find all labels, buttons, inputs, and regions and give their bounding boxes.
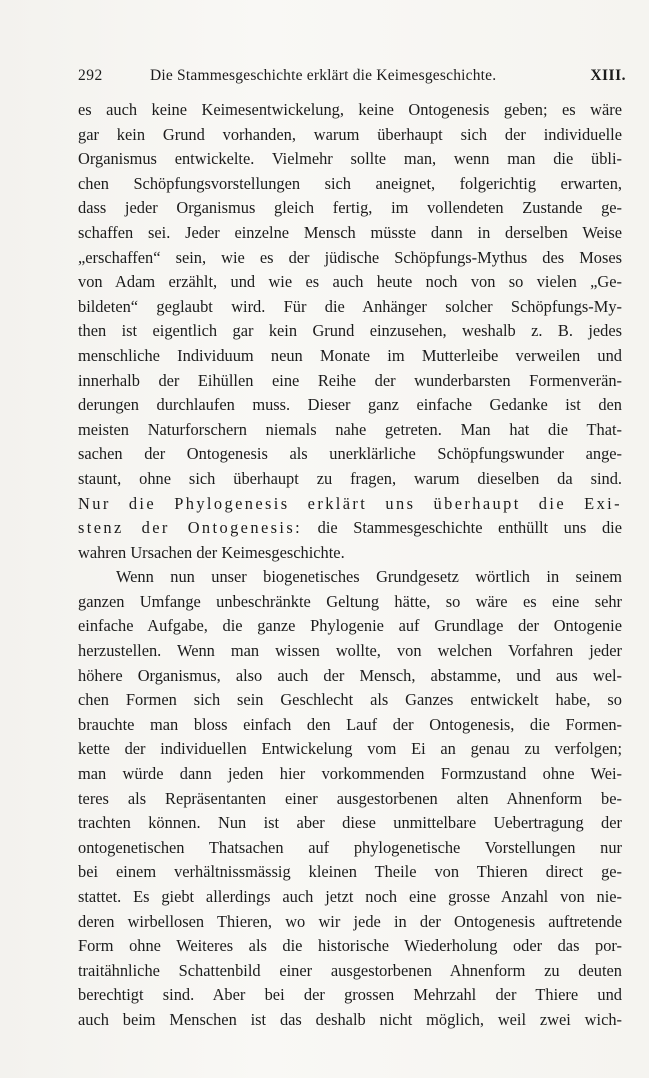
text-line: Organismus entwickelte. Vielmehr sollte man, wenn man die übli-: [78, 149, 622, 169]
running-head: [78, 64, 626, 88]
text-line: innerhalb der Eihüllen eine Reihe der wunderbarsten Formenverän-: [78, 370, 622, 390]
text-line: herzustellen. Wenn man wissen wollte, von welchen Vorfahren jeder: [78, 641, 622, 661]
text-line: then ist eigentlich gar kein Grund einzusehen, weshalb z. B. jedes: [78, 321, 622, 341]
text-line: meisten Naturforschern niemals nahe getreten. Man hat die That-: [78, 419, 622, 439]
text-line: einfache Aufgabe, die ganze Phylogenie auf Grundlage der Ontogenie: [78, 616, 622, 636]
text-line: bildeten“ geglaubt wird. Für die Anhänger solcher Schöpfungs-My-: [78, 296, 622, 316]
text-line: von Adam erzählt, und wie es auch heute noch von so vielen „Ge-: [78, 272, 622, 292]
text-line: teres als Repräsentanten einer ausgestorbenen alten Ahnenform be-: [78, 788, 622, 808]
text-line: ganzen Umfange unbeschränkte Geltung hätte, so wäre es eine sehr: [78, 591, 622, 611]
emphasized-line: Nur die Phylogenesis erklärt uns überhaupt die Exi-: [78, 493, 622, 513]
text-line: Form ohne Weiteres als die historische Wiederholung oder das por-: [78, 936, 622, 956]
text-line-mixed: [78, 516, 622, 541]
text-continuation: die Stammesgeschichte enthüllt uns die: [302, 518, 622, 538]
text-line: ontogenetischen Thatsachen auf phylogenetische Vorstellungen nur: [78, 837, 622, 857]
text-line: höhere Organismus, also auch der Mensch, abstamme, und aus wel-: [78, 665, 622, 685]
text-line: gar kein Grund vorhanden, warum überhaupt sich der individuelle: [78, 124, 622, 144]
paragraph-start-line: Wenn nun unser biogenetisches Grundgesetz wörtlich in seinem: [116, 567, 622, 587]
text-line: traitähnliche Schattenbild einer ausgestorbenen Ahnenform zu deuten: [78, 960, 622, 980]
page-number: 292: [78, 67, 103, 84]
text-line: trachten können. Nun ist aber diese unmittelbare Uebertragung der: [78, 813, 622, 833]
text-line: derungen durchlaufen muss. Dieser ganz einfache Gedanke ist den: [78, 395, 622, 415]
text-line: chen Formen sich sein Geschlecht als Ganzes entwickelt habe, so: [78, 690, 622, 710]
text-line: dass jeder Organismus gleich fertig, im vollendeten Zustande ge-: [78, 198, 622, 218]
text-line: menschliche Individuum neun Monate im Mutterleibe verweilen und: [78, 345, 622, 365]
emphasized-text: stenz der Ontogenesis:: [78, 518, 303, 538]
text-line: deren wirbellosen Thieren, wo wir jede in der Ontogenesis auftretende: [78, 911, 622, 931]
text-line: chen Schöpfungsvorstellungen sich aneignet, folgerichtig erwarten,: [78, 173, 622, 193]
text-line: man würde dann jeden hier vorkommenden Formzustand ohne Wei-: [78, 764, 622, 784]
text-line: brauchte man bloss einfach den Lauf der Ontogenesis, die Formen-: [78, 714, 622, 734]
text-line: berechtigt sind. Aber bei der grossen Mehrzahl der Thiere und: [78, 985, 622, 1005]
text-line: es auch keine Keimesentwickelung, keine Ontogenesis geben; es wäre: [78, 100, 622, 119]
paragraph-end-line: wahren Ursachen der Keimesgeschichte.: [78, 542, 345, 562]
text-line: stattet. Es giebt allerdings auch jetzt noch eine grosse Anzahl von nie-: [78, 887, 622, 906]
chapter-number: XIII.: [590, 67, 626, 84]
text-line: staunt, ohne sich überhaupt zu fragen, warum dieselben da sind.: [78, 468, 622, 488]
text-line: sachen der Ontogenesis als unerklärliche Schöpfungswunder ange-: [78, 444, 622, 464]
text-line: schaffen sei. Jeder einzelne Mensch müsste dann in derselben Weise: [78, 222, 622, 242]
text-line: bei einem verhältnissmässig kleinen Theile von Thieren direct ge-: [78, 862, 622, 882]
text-line: auch beim Menschen ist das deshalb nicht möglich, weil zwei wich-: [78, 1009, 622, 1029]
text-line: „erschaffen“ sein, wie es der jüdische Schöpfungs-Mythus des Moses: [78, 247, 622, 267]
text-line: kette der individuellen Entwickelung vom Ei an genau zu verfolgen;: [78, 739, 622, 759]
body-text: [78, 98, 622, 1033]
running-title: Die Stammesgeschichte erklärt die Keimesgeschichte.: [150, 67, 497, 84]
